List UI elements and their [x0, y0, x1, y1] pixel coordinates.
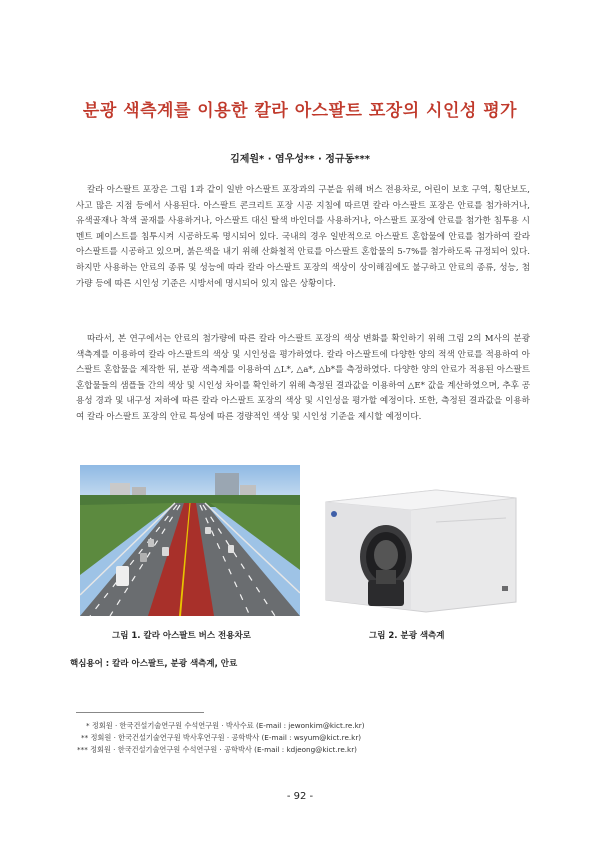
footnote-1: * 정회원 · 한국건설기술연구원 수석연구원 · 박사수료 (E-mail : jewonkim@kict.re.kr) [86, 721, 365, 730]
footnote-3: *** 정회원 · 한국건설기술연구원 수석연구원 · 공학박사 (E-mail : kdjeong@kict.re.kr) [77, 745, 357, 754]
figure-1-road-photo [80, 465, 300, 616]
paragraph-2-text: 따라서, 본 연구에서는 안료의 첨가량에 따른 칼라 아스팔트 포장의 색상 변화를 확인하기 위해 그림 2의 M사의 분광 색측계를 이용하여 칼라 아스팔트의 색상 및 시인성을 평가하였다. 칼라 아스팔트에 다양한 양의 적색 안료를 적용하여 아스팔트 혼합물을 제작한 뒤, 분광 색측계를 이용하여 △L*, △a*, △b*를 측정하였다. 다양한 양의 안료가 적용된 아스팔트 혼합물들의 샘플들 간의 색상 및 시인성 차이를 확인하기 위해 측정된 결과값을 이용하여 △E* 값을 계산하였으며, 추후 공용성 경과 및 내구성 저하에 따른 칼라 아스팔트 포장의 색상 및 시인성을 평가할 예정이다. 또한, 측정된 결과값을 이용하여 칼라 아스팔트 포장의 안료 특성에 따른 경량적인 색상 및 시인성 기준을 제시할 예정이다. [76, 334, 530, 422]
body-paragraph-2 [76, 332, 530, 426]
body-paragraph-1 [76, 183, 530, 292]
author-list: 김제원* · 염우성** · 정규동*** [230, 154, 370, 165]
keywords: 핵심용어 : 칼라 아스팔트, 분광 색측계, 안료 [70, 659, 238, 669]
paragraph-1-text: 칼라 아스팔트 포장은 그림 1과 같이 일반 아스팔트 포장과의 구분을 위해 버스 전용차로, 어린이 보호 구역, 횡단보도, 사고 많은 지점 등에서 사용된다. 아스팔트 콘크리트 포장 시공 지침에 따르면 칼라 아스팔트 포장은 안료를 첨가하거나, 유색골재나 착색 골재를 사용하거나, 아스팔트 대신 탈색 바인더를 사용하거나, 아스팔트 포장에 안료를 첨가한 침투용 시멘트 페이스트를 침투시켜 시공하도록 명시되어 있다. 국내의 경우 일반적으로 아스팔트 혼합물에 안료를 첨가하여 칼라 아스팔트를 시공하고 있으며, 붉은색을 내기 위해 산화철적 안료를 아스팔트 혼합물의 5-7%를 첨가하도록 규정되어 있다. 하지만 사용하는 안료의 종류 및 성능에 따라 칼라 아스팔트 포장의 색상이 상이해짐에도 불구하고 안료의 종류, 성능, 첨가량 등에 따른 시인성 기준은 시방서에 명시되어 있지 않은 상황이다. [76, 185, 530, 289]
page-number: - 92 - [286, 791, 314, 802]
figure-2-spectrophotometer-photo [316, 462, 522, 614]
figure-1-caption: 그림 1. 칼라 아스팔트 버스 전용차로 [112, 631, 251, 641]
footnote-divider [76, 712, 204, 713]
figure-2-caption: 그림 2. 분광 색측계 [369, 631, 445, 641]
paper-title: 분광 색측계를 이용한 칼라 아스팔트 포장의 시인성 평가 [82, 101, 518, 121]
footnote-2: ** 정회원 · 한국건설기술연구원 박사후연구원 · 공학박사 (E-mail : wsyum@kict.re.kr) [81, 733, 362, 742]
